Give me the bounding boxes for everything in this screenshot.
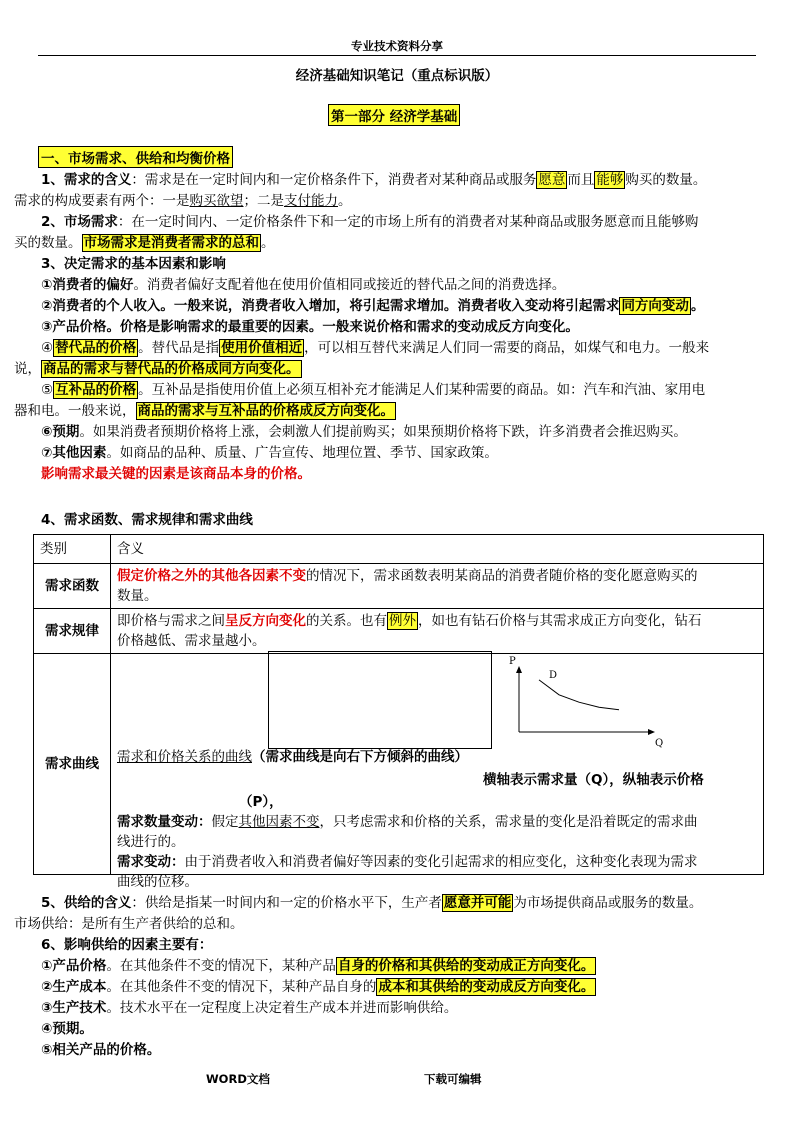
quantity-change: 需求数量变动：假定其他因素不变，只考虑需求和价格的关系，需求量的变化是沿着既定的需求曲 (117, 814, 698, 830)
curve-image-frame (268, 651, 492, 749)
factor-6: ⑥预期。如果消费者预期价格将上涨，会刺激人们提前购买；如果预期价格将下跌，许多消费者会推迟购买。 (41, 424, 687, 440)
x-axis-label: Q (655, 738, 664, 749)
y-axis-label: P (509, 656, 516, 667)
section-heading: 一、市场需求、供给和均衡价格 (38, 146, 233, 168)
curve-caption: 需求和价格关系的曲线（需求曲线是向右下方倾斜的曲线） (117, 749, 468, 765)
market-demand: 2、市场需求：在一定时间内、一定价格条件下和一定的市场上所有的消费者对某种商品或服务愿意而且能够购 (41, 214, 699, 230)
page-header: 专业技术资料分享 (351, 39, 443, 53)
factor-5-cont: 器和电。一般来说， 商品的需求与互补品的价格成反方向变化。 (14, 403, 394, 419)
footer-right: 下载可编辑 (424, 1072, 482, 1086)
supply-factor-4: ④预期。 (41, 1021, 93, 1037)
supply-factor-2: ②生产成本。在其他条件不变的情况下，某种产品自身的 成本和其供给的变动成反方向变化。 (41, 979, 595, 995)
market-demand-cont: 买的数量。 市场需求是消费者需求的总和 。 (14, 235, 275, 251)
factor-2: ②消费者的个人收入。一般来说，消费者收入增加，将引起需求增加。消费者收入变动将引起需求 同方向变动 。 (41, 298, 705, 314)
factors-title: 3、决定需求的基本因素和影响 (41, 256, 226, 272)
factor-7: ⑦其他因素。如商品的品种、质量、广告宣传、地理位置、季节、国家政策。 (41, 445, 498, 461)
axis-description: 横轴表示需求量（Q），纵轴表示价格 (483, 772, 704, 788)
row-label-demand-law: 需求规律 (34, 609, 111, 654)
demand-definition: 1、需求的含义：需求是在一定时间内和一定价格条件下，消费者对某种商品或服务 愿意 而且 能够 购买的数量。 (41, 172, 707, 188)
footer-left: WORD文档 (206, 1072, 270, 1086)
y-axis-arrow (516, 666, 522, 673)
row-content-demand-function: 假定价格之外的其他各因素不变的情况下，需求函数表明某商品的消费者随价格的变化愿意购买的 数量。 (111, 564, 764, 609)
demand-curve-line (539, 680, 619, 710)
factor-4-cont: 说， 商品的需求与替代品的价格成同方向变化。 (14, 361, 300, 377)
market-supply: 市场供给：是所有生产者供给的总和。 (14, 916, 244, 932)
demand-change: 需求变动：由于消费者收入和消费者偏好等因素的变化引起需求的相应变化，这种变化表现为需求 (117, 854, 698, 870)
supply-factor-3: ③生产技术。技术水平在一定程度上决定着生产成本并进而影响供给。 (41, 1000, 458, 1016)
doc-title: 经济基础知识笔记（重点标识版） (295, 68, 499, 84)
supply-factor-5: ⑤相关产品的价格。 (41, 1042, 161, 1058)
factor-5: ⑤ 互补品的价格 。互补品是指使用价值上必须互相补充才能满足人们某种需要的商品。如：汽车和汽油、家用电 (41, 382, 706, 398)
table-header-meaning: 含义 (111, 535, 764, 564)
key-factor-note: 影响需求最关键的因素是该商品本身的价格。 (41, 466, 311, 482)
quantity-change-cont: 线进行的。 (117, 834, 185, 850)
demand-change-cont: 曲线的位移。 (117, 874, 198, 890)
axis-description-p: （P）， (239, 794, 283, 810)
demand-elements: 需求的构成要素有两个：一是购买欲望；二是支付能力。 (14, 193, 352, 209)
row-label-demand-curve: 需求曲线 (34, 654, 111, 875)
part-heading: 第一部分 经济学基础 (328, 104, 460, 126)
factor-1: ①消费者的偏好。消费者偏好支配着他在使用价值相同或接近的替代品之间的消费选择。 (41, 277, 566, 293)
row-label-demand-function: 需求函数 (34, 564, 111, 609)
table-header-category: 类别 (34, 535, 111, 564)
table-header-row (34, 535, 764, 564)
factor-4: ④ 替代品的价格 。替代品是指 使用价值相近 ，可以相互替代来满足人们同一需要的商品，如煤气和电力。一般来 (41, 340, 710, 356)
supply-definition: 5、供给的含义：供给是指某一时间内和一定的价格水平下，生产者 愿意并可能 为市场提供商品或服务的数量。 (41, 895, 703, 911)
table-row (34, 564, 764, 609)
demand-curve-label: D (549, 670, 558, 681)
table-row (34, 609, 764, 654)
section-4-title: 4、需求函数、需求规律和需求曲线 (41, 512, 253, 528)
supply-factors-title: 6、影响供给的因素主要有： (41, 937, 213, 953)
x-axis-arrow (648, 729, 655, 735)
supply-factor-1: ①产品价格。在其他条件不变的情况下，某种产品 自身的价格和其供给的变动成正方向变化。 (41, 958, 595, 974)
factor-3: ③产品价格。价格是影响需求的最重要的因素。一般来说价格和需求的变动成反方向变化。 (41, 319, 579, 335)
demand-curve-chart (505, 650, 665, 749)
row-content-demand-law: 即价格与需求之间呈反方向变化的关系。也有 例外 ，如也有钻石价格与其需求成正方向变化，钻石 价格越低、需求量越小。 (111, 609, 764, 654)
header-rule (38, 55, 756, 56)
